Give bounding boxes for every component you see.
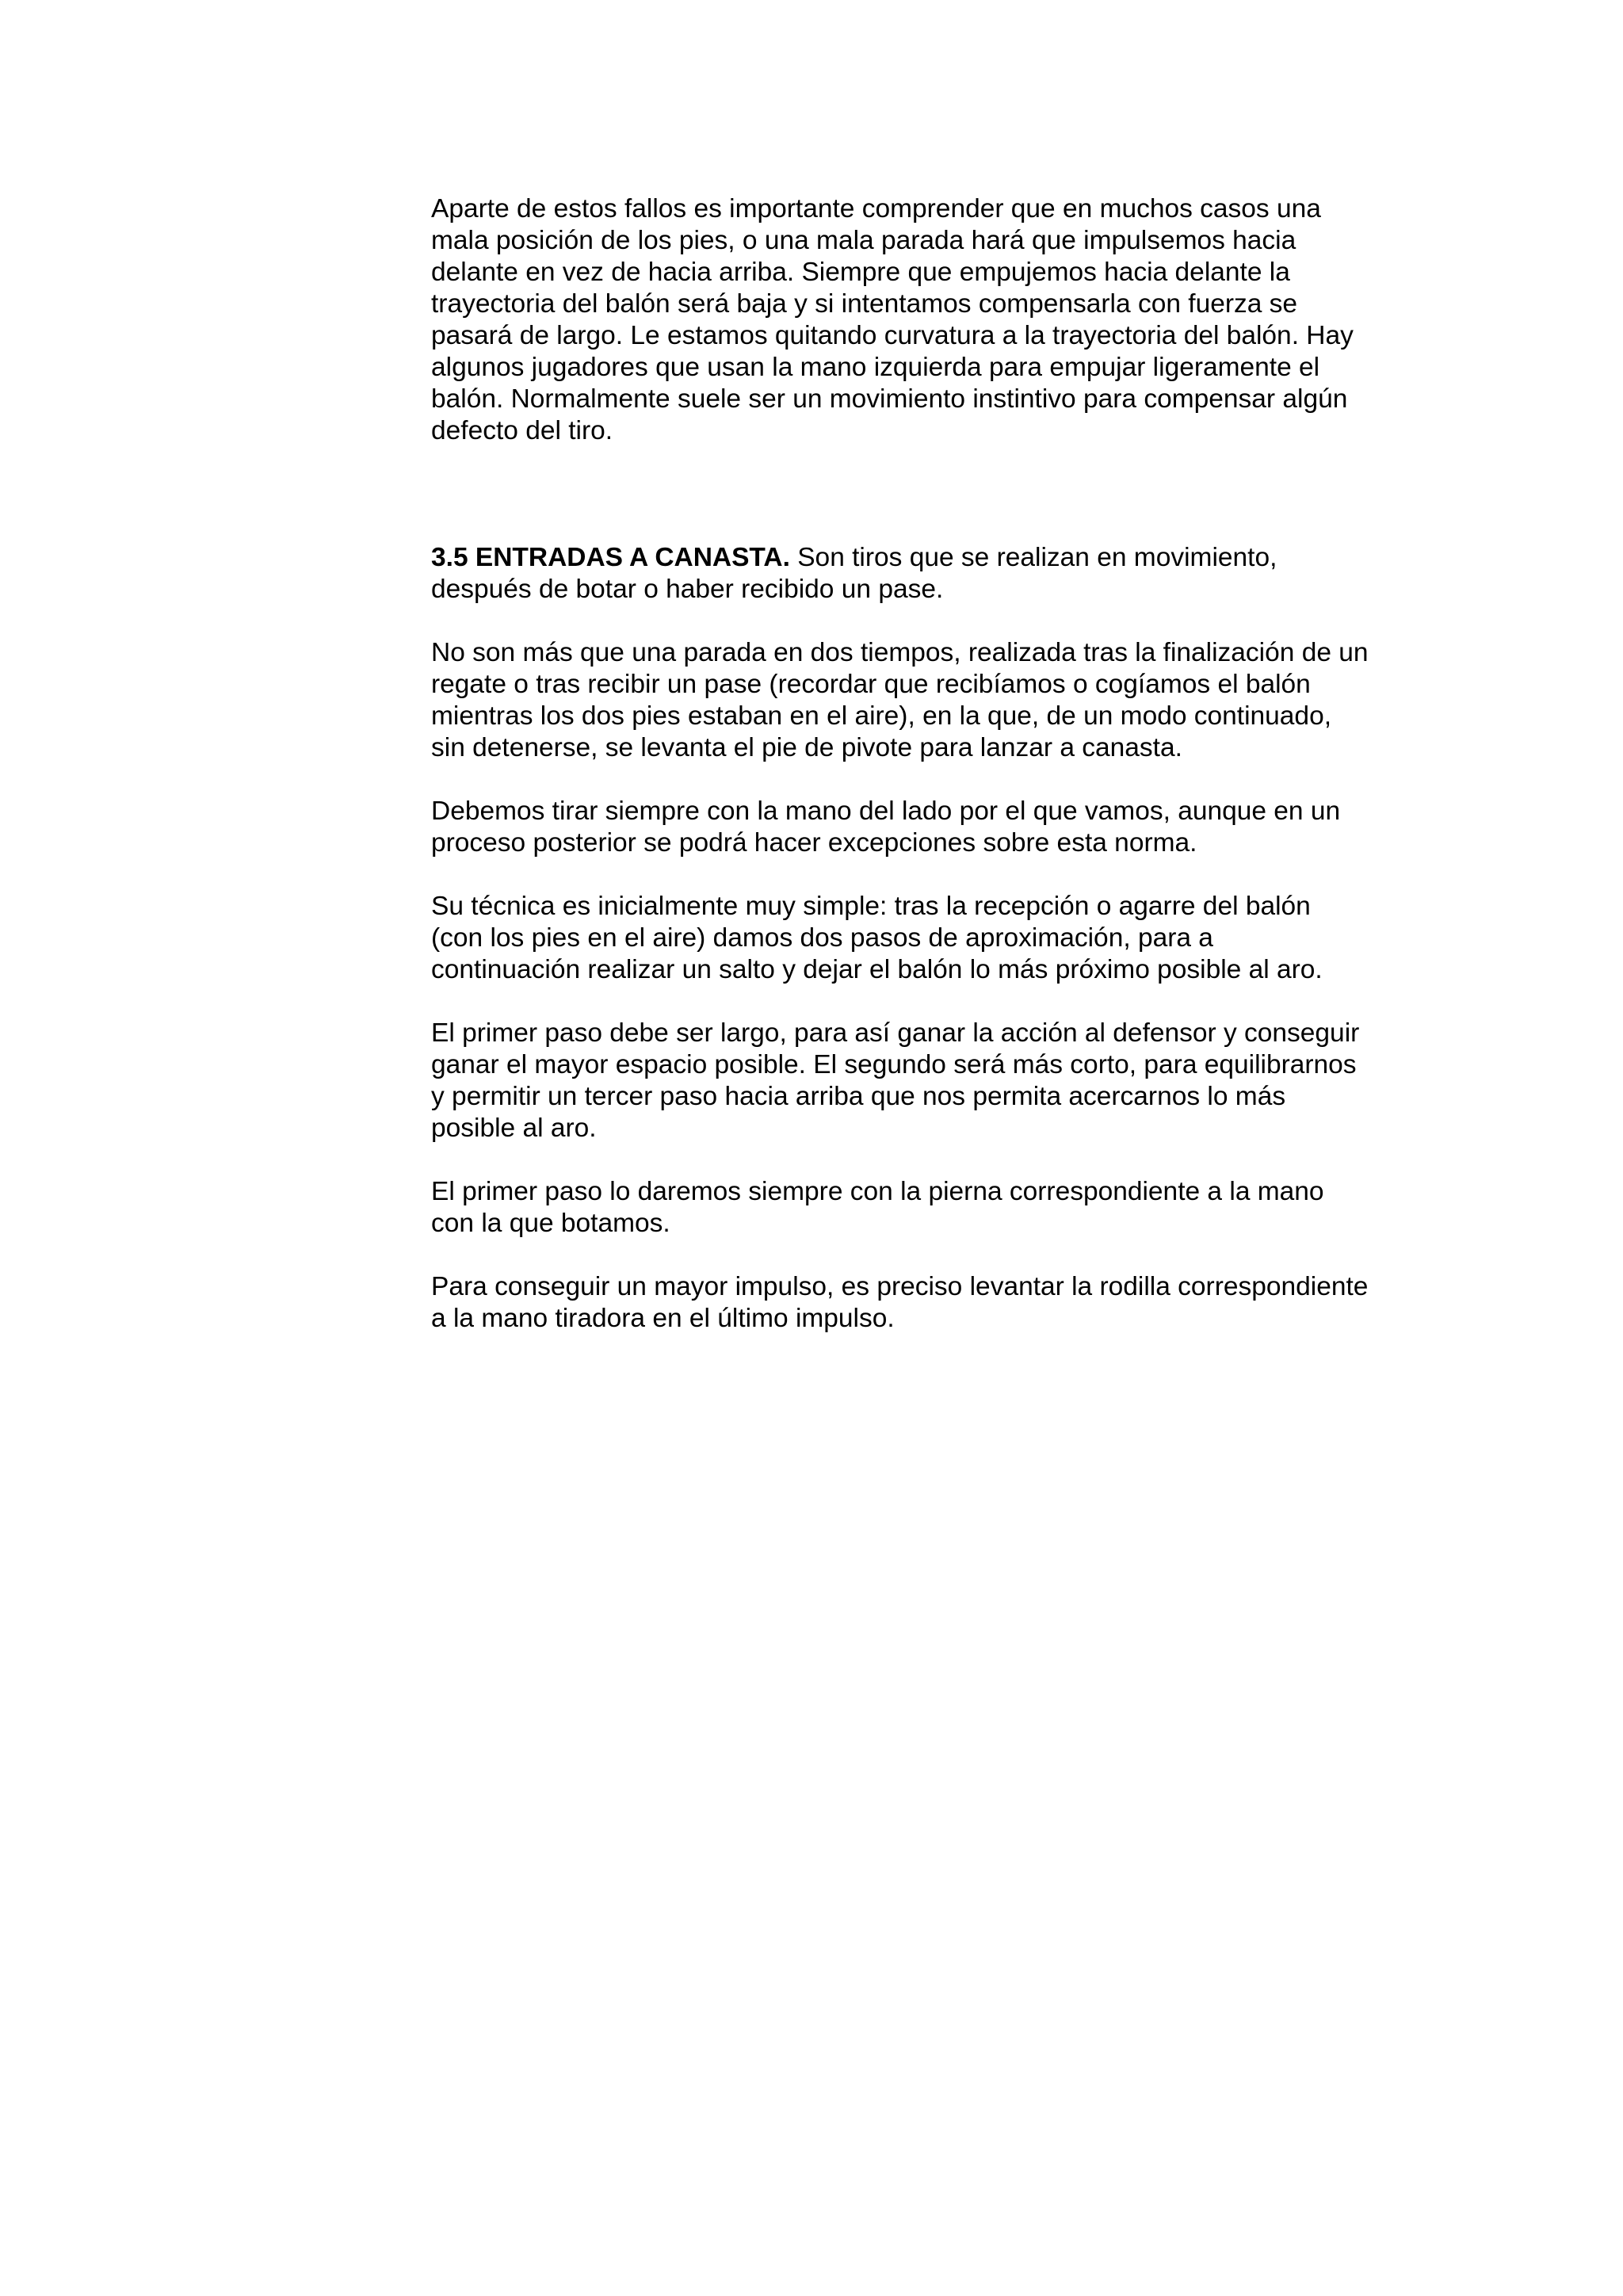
paragraph-impulso: Para conseguir un mayor impulso, es preciso levantar la rodilla correspondiente a la mano tiradora en el último impulso. — [431, 1272, 1369, 1333]
paragraph-parada: No son más que una parada en dos tiempos, realizada tras la finalización de un regate o tras recibir un pase (recordar que recibíamos o cogíamos el balón mientras los dos pies estaban en el aire), en la que, de un modo continuado, sin detenerse, se levanta el pie de pivote para lanzar a canasta. — [431, 638, 1369, 762]
intro-paragraph: Aparte de estos fallos es importante comprender que en muchos casos una mala posición de los pies, o una mala parada hará que impulsemos hacia delante en vez de hacia arriba. Siempre que empujemos hacia delante la trayectoria del balón será baja y si intentamos compensarla con fuerza se pasará de largo. Le estamos quitando curvatura a la trayectoria del balón. Hay algunos jugadores que usan la mano izquierda para empujar ligeramente el balón. Normalmente suele ser un movimiento instintivo para compensar algún defecto del tiro. — [431, 194, 1354, 445]
document-body — [431, 193, 1422, 1335]
section-heading: 3.5 ENTRADAS A CANASTA. — [431, 543, 790, 572]
paragraph-pierna: El primer paso lo daremos siempre con la pierna correspondiente a la mano con la que botamos. — [431, 1177, 1324, 1238]
paragraph-tecnica: Su técnica es inicialmente muy simple: tras la recepción o agarre del balón (con los pies en el aire) damos dos pasos de aproximación, para a continuación realizar un salto y dejar el balón lo más próximo posible al aro. — [431, 892, 1323, 984]
paragraph-mano: Debemos tirar siempre con la mano del lado por el que vamos, aunque en un proceso posterior se podrá hacer excepciones sobre esta norma. — [431, 797, 1341, 858]
section-heading-text: Son tiros que se realizan en movimiento, después de botar o haber recibido un pase. — [431, 543, 1277, 604]
paragraph-primer-paso: El primer paso debe ser largo, para así ganar la acción al defensor y conseguir ganar el mayor espacio posible. El segundo será más corto, para equilibrarnos y permitir un tercer paso hacia arriba que nos permita acercarnos lo más posible al aro. — [431, 1018, 1360, 1143]
section-intro — [431, 542, 1422, 606]
